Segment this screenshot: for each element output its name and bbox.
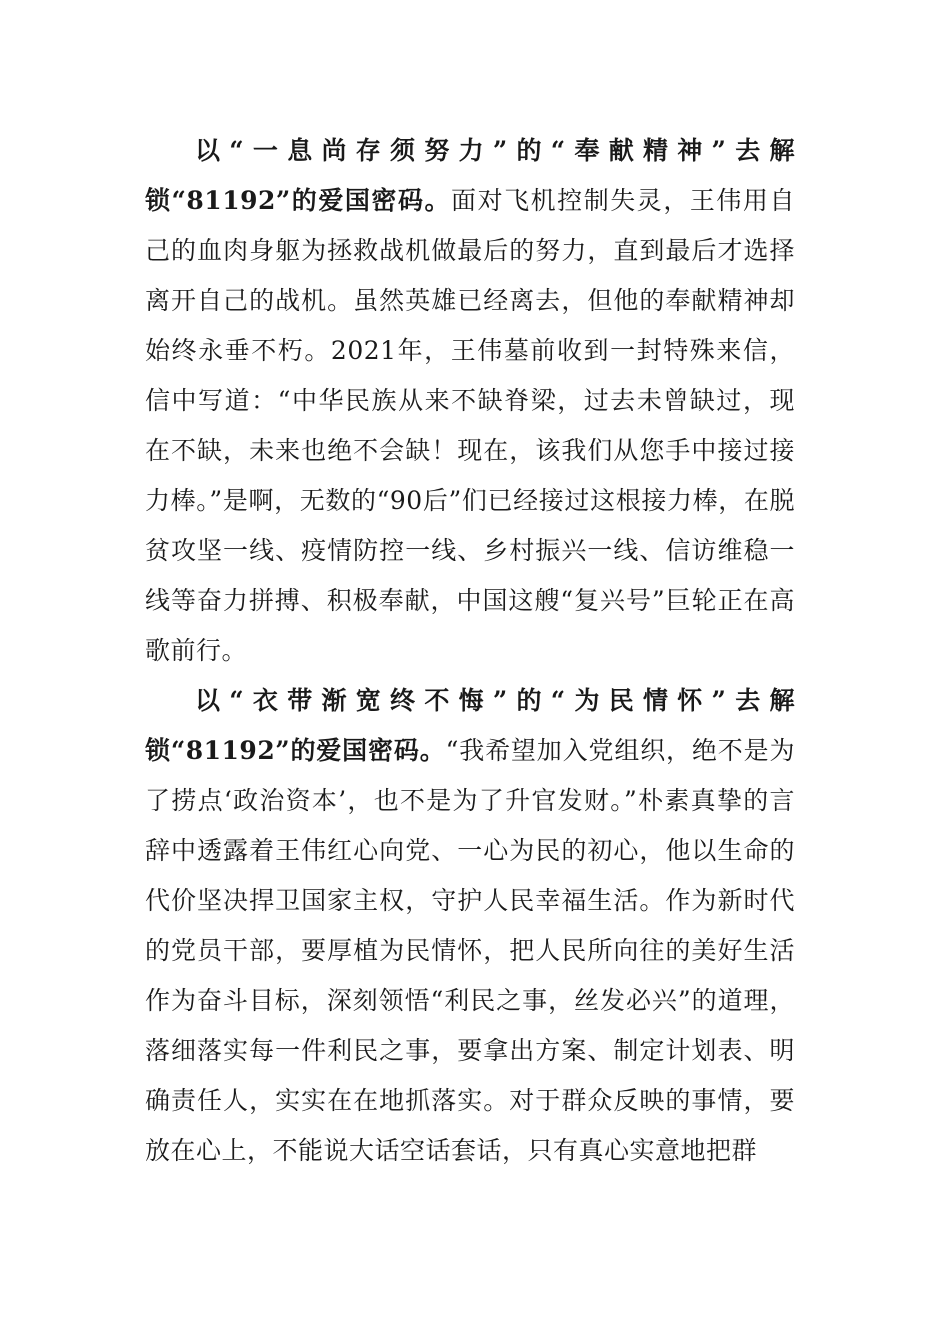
paragraph-1 bbox=[145, 126, 795, 676]
paragraph-2 bbox=[145, 676, 795, 1176]
paragraph-2-text: “我希望加入党组织，绝不是为了捞点‘政治资本’，也不是为了升官发财。”朴素真挚的言辞中透露着王伟红心向党、一心为民的初心，他以生命的代价坚决捍卫国家主权，守护人民幸福生活。作为新时代的党员干部，要厚植为民情怀，把人民所向往的美好生活作为奋斗目标，深刻领悟“利民之事，丝发必兴”的道理，落细落实每一件利民之事，要拿出方案、制定计划表、明确责任人，实实在在地抓落实。对于群众反映的事情，要放在心上，不能说大话空话套话，只有真心实意地把群 bbox=[145, 736, 795, 1165]
paragraph-2-lead: 以“衣带渐宽终不悔”的“为民情怀”去解锁“81192”的爱国密码。 bbox=[145, 686, 795, 765]
paragraph-1-text: 面对飞机控制失灵，王伟用自己的血肉身躯为拯救战机做最后的努力，直到最后才选择离开自己的战机。虽然英雄已经离去，但他的奉献精神却始终永垂不朽。2021年，王伟墓前收到一封特殊来信，信中写道：“中华民族从来不缺脊梁，过去未曾缺过，现在不缺，未来也绝不会缺！现在，该我们从您手中接过接力棒。”是啊，无数的“90后”们已经接过这根接力棒，在脱贫攻坚一线、疫情防控一线、乡村振兴一线、信访维稳一线等奋力拼搏、积极奉献，中国这艘“复兴号”巨轮正在高歌前行。 bbox=[145, 186, 795, 665]
paragraph-1-lead: 以“一息尚存须努力”的“奉献精神”去解锁“81192”的爱国密码。 bbox=[145, 136, 795, 215]
document-body bbox=[145, 126, 795, 1176]
